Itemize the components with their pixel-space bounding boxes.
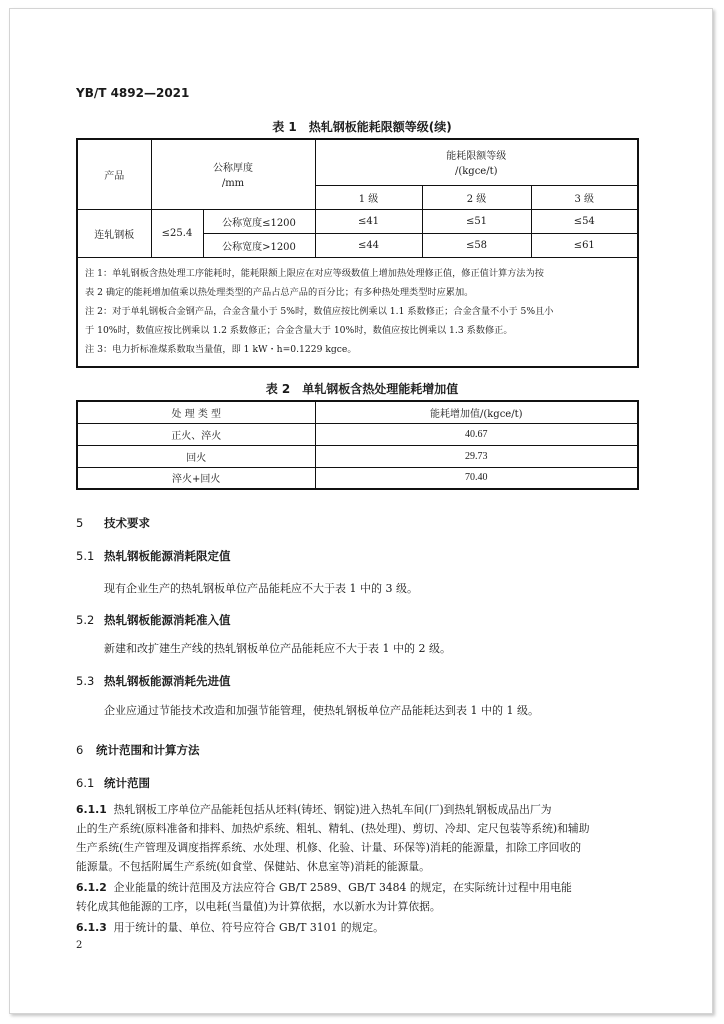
section-5-1-heading: 5.1 热轧钢板能源消耗限定值 (76, 549, 231, 563)
width-cell: 公称宽度>1200 (203, 233, 315, 257)
product-cell: 连轧钢板 (77, 209, 151, 257)
standard-number: YB/T 4892—2021 (76, 86, 190, 100)
header-thickness: 公称厚度 /mm (151, 139, 315, 209)
type-cell: 淬火+回火 (77, 467, 315, 489)
grade-value: ≤58 (422, 233, 531, 257)
table1-notes (77, 257, 638, 367)
note-line: 表 2 确定的能耗增加值乘以热处理类型的产品占总产品的百分比；有多种热处理类型时应累加。 (85, 286, 474, 298)
table2 (76, 400, 639, 490)
grade-value: ≤41 (315, 209, 422, 233)
section-5-heading: 5 技术要求 (76, 516, 150, 530)
header-grade: 能耗限额等级 /(kgce/t) (315, 139, 638, 185)
section-5-3-heading: 5.3 热轧钢板能源消耗先进值 (76, 674, 231, 688)
note-line: 注 1：单轧钢板含热处理工序能耗时，能耗限额上限应在对应等级数值上增加热处理修正值，修正值计算方法为按 (85, 267, 544, 279)
value-cell: 70.40 (315, 467, 638, 489)
clause-number: 6.1.2 (76, 881, 107, 894)
grade-1-header: 1 级 (315, 185, 422, 209)
section-6-heading: 6 统计范围和计算方法 (76, 743, 200, 757)
table2-caption: 表 2 单轧钢板含热处理能耗增加值 (265, 382, 459, 396)
width-cell: 公称宽度≤1200 (203, 209, 315, 233)
section-5-2-heading: 5.2 热轧钢板能源消耗准入值 (76, 613, 231, 627)
section-6-1-2: 6.1.2 企业能量的统计范围及方法应符合 GB/T 2589、GB/T 3484 的规定，在实际统计过程中用电能 转化成其他能源的工序，以电耗(当量值)为计算依据，水以新水为计算依据。 (76, 881, 572, 913)
value-cell: 29.73 (315, 445, 638, 467)
value-cell: 40.67 (315, 423, 638, 445)
header-type: 处 理 类 型 (77, 401, 315, 423)
grade-2-header: 2 级 (422, 185, 531, 209)
type-cell: 正火、淬火 (77, 423, 315, 445)
grade-value: ≤61 (531, 233, 638, 257)
clause-number: 6.1.1 (76, 803, 107, 816)
note-line: 注 2：对于单轧钢板合金钢产品，合金含量小于 5%时，数值应按比例乘以 1.1 系数修正；合金含量不小于 5%且小 (85, 305, 554, 317)
header-value: 能耗增加值/(kgce/t) (315, 401, 638, 423)
clause-number: 6.1.3 (76, 921, 107, 934)
section-6-1-heading: 6.1 统计范围 (76, 776, 150, 790)
type-cell: 回火 (77, 445, 315, 467)
section-5-3-text: 企业应通过节能技术改造和加强节能管理，使热轧钢板单位产品能耗达到表 1 中的 1 级。 (104, 704, 539, 717)
grade-value: ≤54 (531, 209, 638, 233)
note-line: 注 3：电力折标准煤系数取当量值，即 1 kW・h=0.1229 kgce。 (85, 343, 357, 355)
section-6-1-3: 6.1.3 用于统计的量、单位、符号应符合 GB/T 3101 的规定。 (76, 921, 384, 934)
grade-value: ≤44 (315, 233, 422, 257)
grade-3-header: 3 级 (531, 185, 638, 209)
grade-value: ≤51 (422, 209, 531, 233)
thickness-cell: ≤25.4 (151, 209, 203, 257)
note-line: 于 10%时，数值应按比例乘以 1.2 系数修正；合金含量大于 10%时，数值应按比例乘以 1.3 系数修正。 (85, 324, 513, 336)
section-5-1-text: 现有企业生产的热轧钢板单位产品能耗应不大于表 1 中的 3 级。 (104, 582, 418, 595)
page-number: 2 (76, 940, 83, 951)
section-5-2-text: 新建和改扩建生产线的热轧钢板单位产品能耗应不大于表 1 中的 2 级。 (104, 642, 451, 655)
table1 (76, 138, 639, 368)
header-product: 产品 (77, 139, 151, 209)
table1-caption: 表 1 热轧钢板能耗限额等级(续) (272, 120, 452, 134)
section-6-1-1: 6.1.1 热轧钢板工序单位产品能耗包括从坯料(铸坯、钢锭)进入热轧车间(厂)到热轧钢板成品出厂为 止的生产系统(原料准备和排料、加热炉系统、粗轧、精轧、(热处理)、剪切、冷却、定尺包装等系统)和辅助 生产系统(生产管理及调度指挥系统、水处理、机修、化验、计量、环保等)消耗的能源量，扣除工序回收的 能源量。不包括附属生产系统(如食堂、保健站、休息室等)消耗的能源量。 (76, 803, 590, 873)
